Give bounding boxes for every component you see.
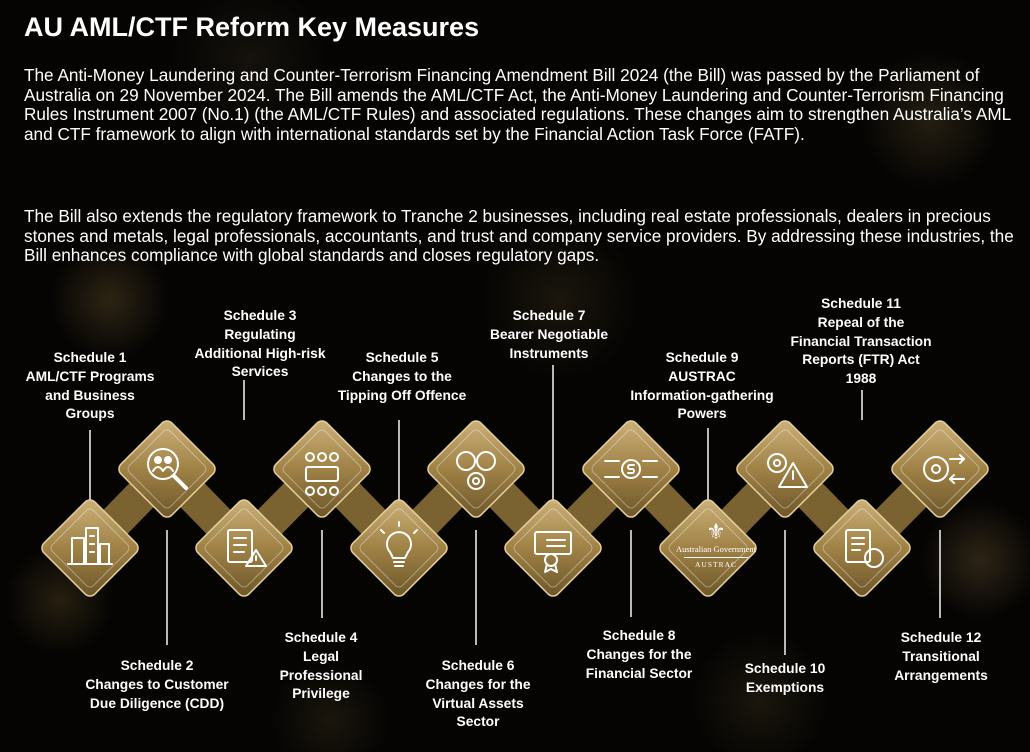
- schedule-1-label: Schedule 1 AML/CTF Programs and Business Groups: [25, 350, 155, 422]
- schedule-12-label: Schedule 12 Transitional Arrangements: [894, 630, 988, 683]
- intro-paragraph-1: The Anti-Money Laundering and Counter-Terrorism Financing Amendment Bill 2024 (the Bill) was passed by the Parliament of Australia on 29 November 2024. The Bill amends the AML/CTF Act, the Anti-Money Laundering and Counter-Terrorism Financing Rules Instrument 2007 (No.1) (the AML/CTF Rules) and associated regulations. These changes aim to strengthen Australia’s AML and CTF framework to align with international standards set by the Financial Action Task Force (FATF).: [24, 65, 1011, 144]
- schedule-11-label: Schedule 11 Repeal of the Financial Transaction Reports (FTR) Act 1988: [790, 296, 932, 387]
- schedule-10-label: Schedule 10 Exemptions: [744, 661, 826, 695]
- schedule-8-label: Schedule 8 Changes for the Financial Sector: [585, 628, 693, 681]
- schedule-4-label: Schedule 4 Legal Professional Privilege: [279, 630, 363, 702]
- schedule-2-label: Schedule 2 Changes to Customer Due Diligence (CDD): [85, 658, 229, 711]
- schedule-7-label: Schedule 7 Bearer Negotiable Instruments: [489, 308, 609, 361]
- schedule-6-label: Schedule 6 Changes for the Virtual Assets Sector: [425, 658, 531, 730]
- coat-of-arms-icon: ⚜: [706, 519, 726, 544]
- schedule-9-label: Schedule 9 AUSTRAC Information-gathering Powers: [630, 350, 774, 422]
- intro-paragraph-2: The Bill also extends the regulatory framework to Tranche 2 businesses, including real estate professionals, dealers in precious stones and metals, legal professionals, accountants, and trust and company service providers. By addressing these industries, the Bill enhances compliance with global standards and closes regulatory gaps.: [24, 206, 1014, 265]
- schedule-3-label: Schedule 3 Regulating Additional High-risk Services: [194, 308, 326, 380]
- page-title: AU AML/CTF Reform Key Measures: [24, 12, 480, 42]
- australian-government-logo: ⚜ Australian Government AUSTRAC: [666, 520, 766, 569]
- schedule-5-label: Schedule 5 Changes to the Tipping Off Offence: [337, 350, 467, 403]
